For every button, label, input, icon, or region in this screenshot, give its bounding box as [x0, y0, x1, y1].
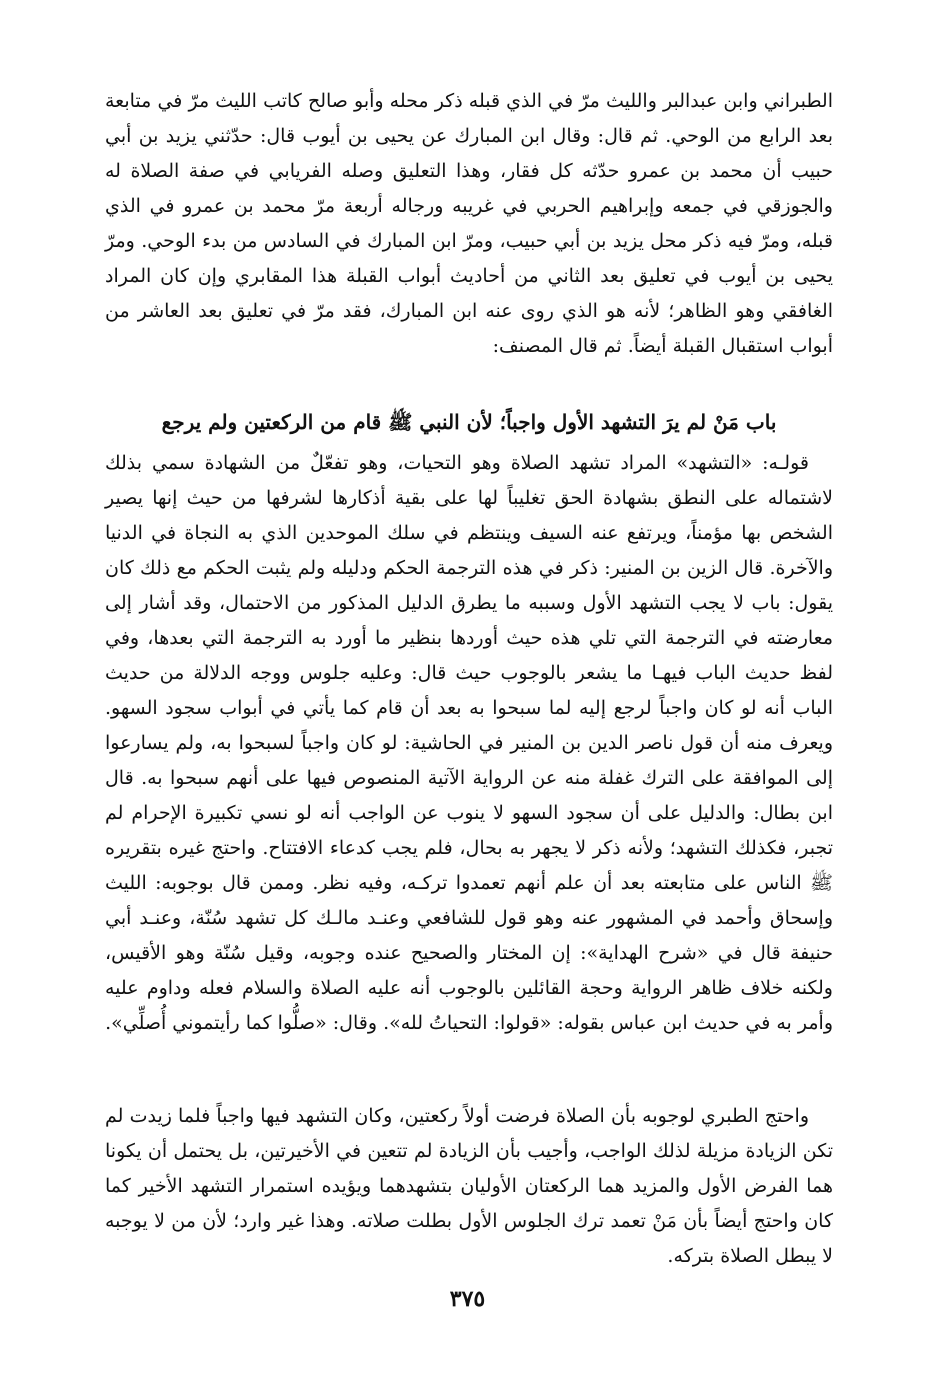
paragraph-2: قولـه: «التشهد» المراد تشهد الصلاة وهو التحيات، وهو تفعّلٌ من الشهادة سمي بذلك لاشتماله على النطق بشهادة الحق تغليباً لها على بقية أذكارها لشرفها من حيث إنها يصير الشخص بها مؤمناً، ويرتفع عنه السيف وينتظم في سلك الموحدين الذي به النجاة في الدنيا والآخرة. قال الزين بن المنير: ذكر في هذه الترجمة الحكم ودليله ولم يثبت الحكم مع ذلك كان يقول: باب لا يجب التشهد الأول وسببه ما يطرق الدليل المذكور من الاحتمال، وقد أشار إلى معارضته في الترجمة التي تلي هذه حيث أوردها بنظير ما أورد به الترجمة التي بعدها، وفي لفظ حديث الباب فيهـا ما يشعر بالوجوب حيث قال: وعليه جلوس ووجه الدلالة من حديث الباب أنه لو كان واجباً لرجع إليه لما سبحوا به بعد أن قام كما يأتي في أبواب سجود السهو. ويعرف منه أن قول ناصر الدين بن المنير في الحاشية: لو كان واجباً لسبحوا به، ولم يسارعوا إلى الموافقة على الترك غفلة منه عن الرواية الآتية المنصوص فيها على أنهم سبحوا به. قال ابن بطال: والدليل على أن سجود السهو لا ينوب عن الواجب أنه لو نسي تكبيرة الإحرام لم تجبر، فكذلك التشهد؛ ولأنه ذكر لا يجهر به بحال، فلم يجب كدعاء الافتتاح. واحتج غيره بتقريره ﷺ الناس على متابعته بعد أن علم أنهم تعمدوا تركـه، وفيه نظر. وممن قال بوجوبه: الليث وإسحاق وأحمد في المشهور عنه وهو قول للشافعي وعنـد مالـك كل تشهد سُنّة، وعنـد أبي حنيفة قال في «شرح الهداية»: إن المختار والصحيح عنده وجوبه، وقيل سُنّة وهو الأقيس، ولكنه خلاف ظاهر الرواية وحجة القائلين بالوجوب أنه عليه الصلاة والسلام فعله وداوم عليه وأمر به في حديث ابن عباس بقوله: «قولوا: التحياتُ لله». وقال: «صلُّوا كما رأيتموني أُصلِّي».	[105, 452, 833, 1034]
paragraph-3: واحتج الطبري لوجوبه بأن الصلاة فرضت أولاً ركعتين، وكان التشهد فيها واجباً فلما زيدت لم تكن الزيادة مزيلة لذلك الواجب، وأجيب بأن الزيادة لم تتعين في الأخيرتين، بل يحتمل أن يكونا هما الفرض الأول والمزيد هما الركعتان الأوليان بتشهدهما ويؤيده استمرار التشهد الأخير كما كان واحتج أيضاً بأن مَنْ تعمد ترك الجلوس الأول بطلت صلاته. وهذا غير وارد؛ لأن من لا يوجبه لا يبطل الصلاة بتركه.	[105, 1105, 833, 1267]
chapter-heading: باب مَنْ لم يرَ التشهد الأول واجباً؛ لأن النبي ﷺ قام من الركعتين ولم يرجع	[161, 410, 777, 434]
page-number: ٣٧٥	[449, 1286, 486, 1312]
paragraph-1: الطبراني وابن عبدالبر والليث مرّ في الذي قبله ذكر محله وأبو صالح كاتب الليث مرّ في متابعة بعد الرابع من الوحي. ثم قال: وقال ابن المبارك عن يحيى بن أيوب قال: حدّثني يزيد بن أبي حبيب أن محمد بن عمرو حدّثه كل فقار، وهذا التعليق وصله الفريابي في صفة الصلاة له والجوزقي في جمعه وإبراهيم الحربي في غريبه ورجاله أربعة مرّ محمد بن عمرو في الذي قبله، ومرّ فيه ذكر محل يزيد بن أبي حبيب، ومرّ ابن المبارك في السادس من بدء الوحي. ومرّ يحيى بن أيوب في تعليق بعد الثاني من أحاديث أبواب القبلة هذا المقابري وإن كان المراد الغافقي وهو الظاهر؛ لأنه هو الذي روى عنه ابن المبارك، فقد مرّ في تعليق بعد العاشر من أبواب استقبال القبلة أيضاً. ثم قال المصنف:	[105, 90, 833, 357]
